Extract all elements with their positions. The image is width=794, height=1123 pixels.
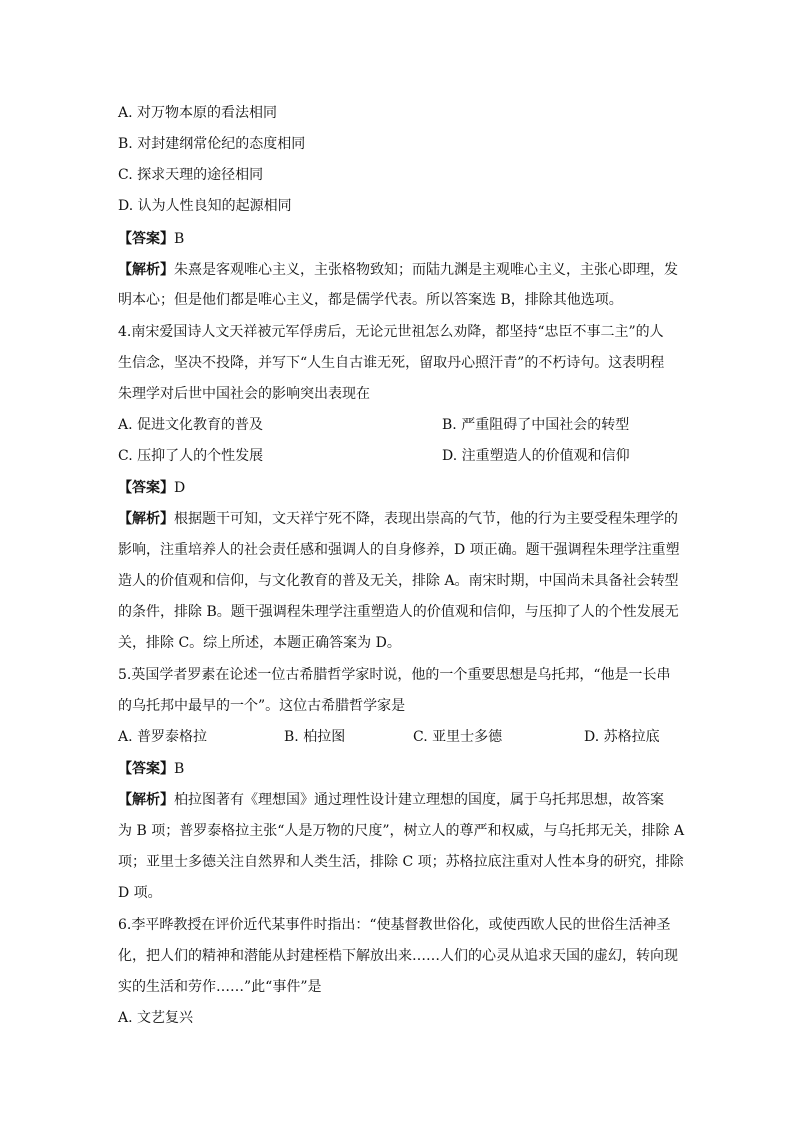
q6-stem-line: 实的生活和劳作……”此“事件”是 [118, 979, 322, 995]
q6-stem-line: 化，把人们的精神和潜能从封建桎梏下解放出来……人们的心灵从追求天国的虚幻，转向现 [118, 948, 678, 964]
q5-option-c: C. 亚里士多德 [413, 729, 503, 745]
q3-option-b: B. 对封建纲常伦纪的态度相同 [118, 136, 306, 152]
q4-stem-line: 4.南宋爱国诗人文天祥被元军俘虏后，无论元世祖怎么劝降，都坚持“忠臣不事二主”的人 [118, 324, 664, 340]
q5-answer [118, 759, 184, 779]
q3-analysis-line: 明本心；但是他们都是唯心主义，都是儒学代表。所以答案选 B，排除其他选项。 [118, 292, 623, 308]
analysis-tag: 【解析】 [118, 511, 174, 527]
q3-option-a: A. 对万物本原的看法相同 [118, 105, 278, 121]
analysis-text: 朱熹是客观唯心主义，主张格物致知；而陆九渊是主观唯心主义，主张心即理，发 [174, 262, 678, 278]
q4-analysis-line: 的条件，排除 B。题干强调程朱理学注重塑造人的价值观和信仰，与压抑了人的个性发展无 [118, 604, 679, 620]
q4-analysis-line: 影响，注重培养人的社会责任感和强调人的自身修养，D 项正确。题干强调程朱理学注重塑 [118, 542, 680, 558]
answer-value: B [174, 231, 185, 247]
q5-analysis-line: 项；亚里士多德关注自然界和人类生活，排除 C 项；苏格拉底注重对人性本身的研究，排除 [118, 854, 684, 870]
q5-analysis-line: 为 B 项；普罗泰格拉主张“人是万物的尺度”，树立人的尊严和权威，与乌托邦无关，排除 A [118, 823, 685, 839]
q5-stem-line: 5.英国学者罗素在论述一位古希腊哲学家时说，他的一个重要思想是乌托邦，“他是一长串 [118, 667, 671, 683]
q4-analysis-line: 造人的价值观和信仰，与文化教育的普及无关，排除 A。南宋时期，中国尚未具备社会转型 [118, 573, 679, 589]
q4-option-c: C. 压抑了人的个性发展 [118, 448, 264, 464]
analysis-text: 根据题干可知，文天祥宁死不降，表现出崇高的气节，他的行为主要受程朱理学的 [174, 511, 678, 527]
q5-option-a: A. 普罗泰格拉 [118, 729, 208, 745]
q3-answer [118, 229, 184, 249]
answer-tag: 【答案】 [118, 761, 174, 777]
q5-option-d: D. 苏格拉底 [584, 729, 660, 745]
q4-answer [118, 478, 185, 498]
q4-stem-line: 生信念，坚决不投降，并写下“人生自古谁无死，留取丹心照汗青”的不朽诗句。这表明程 [118, 355, 665, 371]
answer-tag: 【答案】 [118, 231, 174, 247]
q4-option-a: A. 促进文化教育的普及 [118, 417, 264, 433]
q3-option-c: C. 探求天理的途径相同 [118, 167, 264, 183]
q4-option-b: B. 严重阻碍了中国社会的转型 [442, 417, 630, 433]
q5-stem-line: 的乌托邦中最早的一个”。这位古希腊哲学家是 [118, 698, 406, 714]
q4-option-d: D. 注重塑造人的价值观和信仰 [442, 448, 630, 464]
q3-analysis-line [118, 260, 678, 280]
q6-option-a: A. 文艺复兴 [118, 1010, 194, 1026]
answer-value: D [174, 480, 186, 496]
analysis-tag: 【解析】 [118, 262, 174, 278]
answer-value: B [174, 761, 185, 777]
q4-stem-line: 朱理学对后世中国社会的影响突出表现在 [118, 386, 370, 402]
q5-analysis-line: D 项。 [118, 885, 162, 901]
answer-tag: 【答案】 [118, 480, 174, 496]
q4-analysis-line [118, 509, 678, 529]
q5-analysis-line [118, 790, 664, 810]
analysis-tag: 【解析】 [118, 792, 174, 808]
analysis-text: 柏拉图著有《理想国》通过理性设计建立理想的国度，属于乌托邦思想，故答案 [174, 792, 664, 808]
q3-option-d: D. 认为人性良知的起源相同 [118, 198, 292, 214]
q5-option-b: B. 柏拉图 [284, 729, 346, 745]
q4-analysis-line: 关，排除 C。综上所述，本题正确答案为 D。 [118, 635, 401, 651]
q6-stem-line: 6.李平晔教授在评价近代某事件时指出：“使基督教世俗化，或使西欧人民的世俗生活神圣 [118, 917, 671, 933]
